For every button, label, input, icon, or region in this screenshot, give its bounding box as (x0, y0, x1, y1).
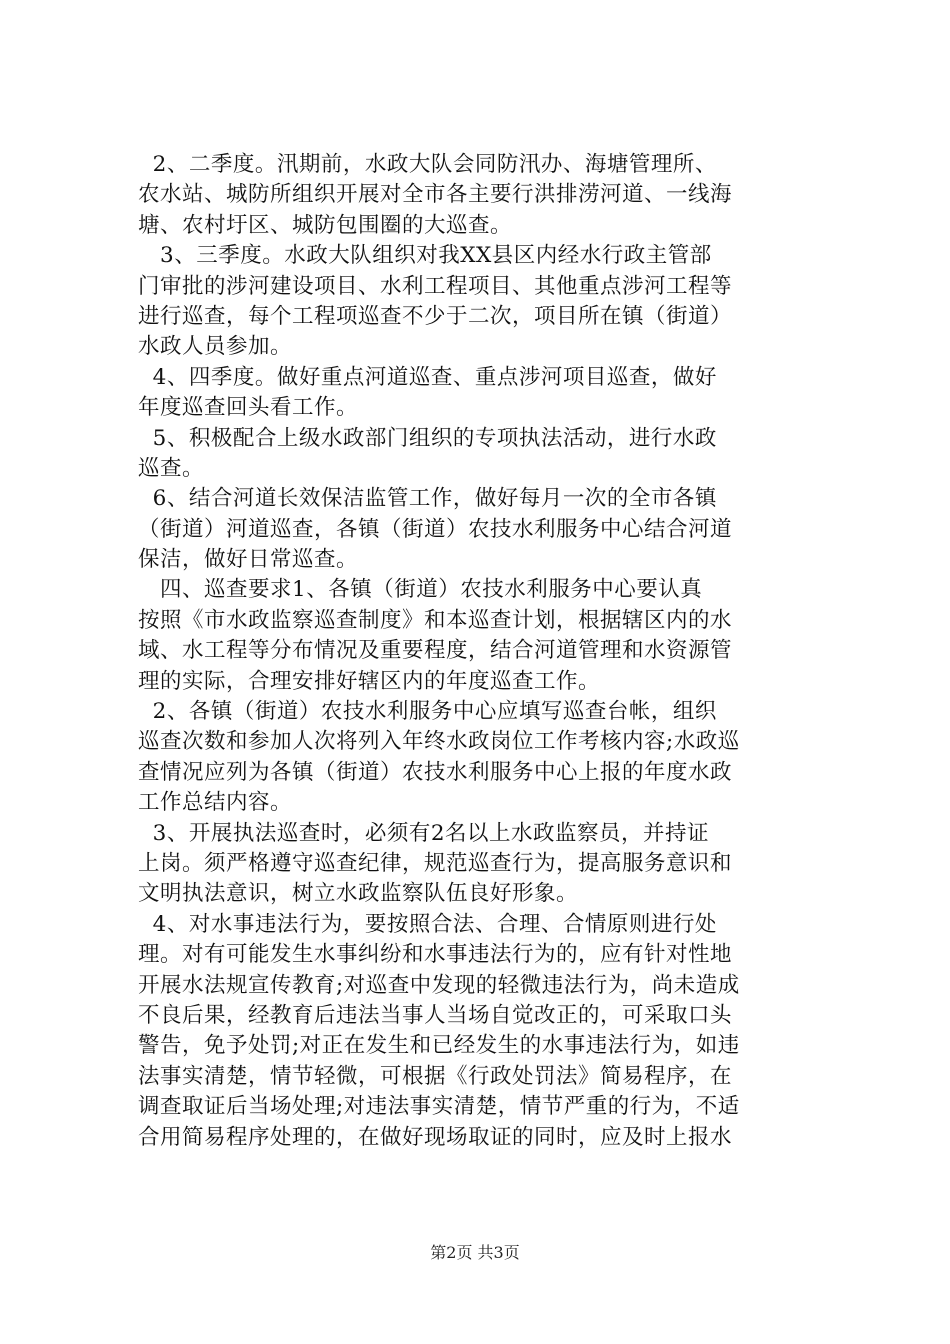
text-line: 巡查次数和参加人次将列入年终水政岗位工作考核内容;水政巡 (138, 729, 740, 755)
text-line: 4、对水事违法行为，要按照合法、合理、合情原则进行处 (138, 910, 838, 940)
text-line: 合用简易程序处理的，在做好现场取证的同时，应及时上报水 (138, 1124, 733, 1150)
text-line: 四、巡查要求1、各镇（街道）农技水利服务中心要认真 (138, 575, 838, 605)
text-line: 农水站、城防所组织开展对全市各主要行洪排涝河道、一线海 (138, 182, 733, 208)
text-line: 不良后果，经教育后违法当事人当场自觉改正的，可采取口头 (138, 1002, 733, 1028)
text-line: 3、开展执法巡查时，必须有2名以上水政监察员，并持证 (138, 819, 838, 849)
text-line: 域、水工程等分布情况及重要程度，结合河道管理和水资源管 (138, 638, 733, 664)
document-body (138, 150, 838, 1153)
paragraph (138, 363, 838, 424)
page-footer (0, 1240, 950, 1263)
text-line: 3、三季度。水政大队组织对我XX县区内经水行政主管部 (138, 241, 838, 271)
paragraph (138, 424, 838, 485)
text-line: 2、各镇（街道）农技水利服务中心应填写巡查台帐，组织 (138, 697, 838, 727)
text-line: 年度巡查回头看工作。 (138, 395, 359, 421)
paragraph (138, 241, 838, 363)
text-line: 5、积极配合上级水政部门组织的专项执法活动，进行水政 (138, 424, 838, 454)
text-line: 2、二季度。汛期前，水政大队会同防汛办、海塘管理所、 (138, 150, 838, 180)
text-line: 开展水法规宣传教育;对巡查中发现的轻微违法行为，尚未造成 (138, 972, 740, 998)
indent (138, 577, 160, 602)
paragraph (138, 484, 838, 575)
text-line: 工作总结内容。 (138, 790, 293, 816)
text-line: （街道）河道巡查，各镇（街道）农技水利服务中心结合河道 (138, 516, 733, 542)
paragraph (138, 819, 838, 910)
text-line: 进行巡查，每个工程项巡查不少于二次，项目所在镇（街道） (138, 303, 733, 329)
indent (138, 243, 160, 268)
text-line: 塘、农村圩区、城防包围圈的大巡查。 (138, 212, 513, 238)
text-line: 查情况应列为各镇（街道）农技水利服务中心上报的年度水政 (138, 759, 733, 785)
text-line: 理。对有可能发生水事纠纷和水事违法行为的，应有针对性地 (138, 942, 733, 968)
text-line: 按照《市水政监察巡查制度》和本巡查计划，根据辖区内的水 (138, 607, 733, 633)
text-line: 文明执法意识，树立水政监察队伍良好形象。 (138, 881, 579, 907)
indent (138, 912, 153, 937)
text-line: 理的实际，合理安排好辖区内的年度巡查工作。 (138, 668, 601, 694)
indent (138, 486, 153, 511)
text-line: 巡查。 (138, 455, 205, 481)
indent (138, 152, 153, 177)
paragraph (138, 150, 838, 241)
page-number: 第2页 共3页 (430, 1243, 520, 1262)
indent (138, 699, 153, 724)
indent (138, 365, 153, 390)
text-line: 法事实清楚，情节轻微，可根据《行政处罚法》简易程序，在 (138, 1063, 733, 1089)
paragraph (138, 910, 838, 1153)
text-line: 6、结合河道长效保洁监管工作，做好每月一次的全市各镇 (138, 484, 838, 514)
text-line: 警告，免予处罚;对正在发生和已经发生的水事违法行为，如违 (138, 1033, 740, 1059)
text-line: 4、四季度。做好重点河道巡查、重点涉河项目巡查，做好 (138, 363, 838, 393)
paragraph (138, 575, 838, 697)
indent (138, 821, 153, 846)
text-line: 调查取证后当场处理;对违法事实清楚，情节严重的行为，不适 (138, 1094, 740, 1120)
text-line: 保洁，做好日常巡查。 (138, 547, 359, 573)
text-line: 水政人员参加。 (138, 334, 293, 360)
text-line: 上岗。须严格遵守巡查纪律，规范巡查行为，提高服务意识和 (138, 850, 733, 876)
indent (138, 426, 153, 451)
paragraph (138, 697, 838, 819)
text-line: 门审批的涉河建设项目、水利工程项目、其他重点涉河工程等 (138, 273, 733, 299)
